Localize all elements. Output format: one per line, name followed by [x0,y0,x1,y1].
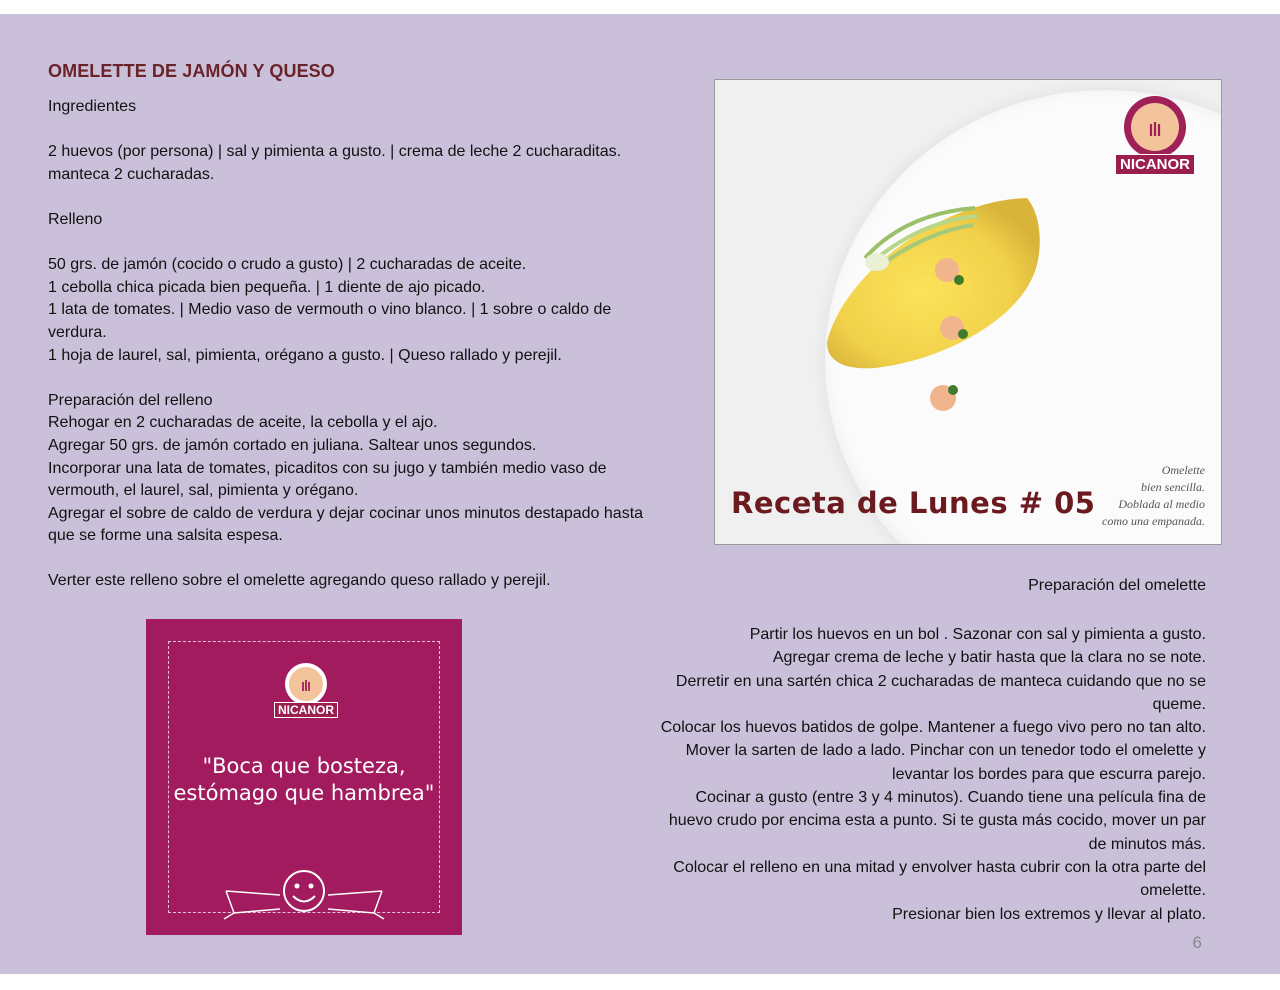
filling-line: 1 hoja de laurel, sal, pimienta, orégano a gusto. | Queso rallado y perejil. [48,346,562,364]
filling-preparation-line: que se forme una salsita espesa. [48,527,283,545]
ingredient-line: manteca 2 cucharadas. [48,165,215,183]
photo-caption-line: Doblada al medio [1118,497,1205,511]
filling-line: verdura. [48,323,107,341]
recipe-series-banner: Receta de Lunes # 05 [731,486,1096,520]
ingredients-heading: Ingredientes [48,98,137,115]
filling-final-instruction: Verter este relleno sobre el omelette agregando queso rallado y perejil. [48,572,551,590]
omelette-step-line: Mover la sarten de lado a lado. Pinchar con un tenedor todo el omelette y [685,742,1206,760]
filling-preparation-line: Agregar el sobre de caldo de verdura y dejar cocinar unos minutos destapado hasta [48,504,644,522]
omelette-step-line: omelette. [1140,882,1206,900]
omelette-step-line: Cocinar a gusto (entre 3 y 4 minutos). Cuando tiene una película fina de [695,789,1206,807]
nicanor-logo-text: NICANOR [1115,154,1195,175]
recipe-left-column [48,96,688,593]
filling-preparation-heading: Preparación del relleno [48,391,213,409]
filling-preparation-line: Incorporar una lata de tomates, picaditos con su jugo y también medio vaso de [48,459,607,477]
page-number: 6 [1192,933,1202,952]
omelette-step-line: Partir los huevos en un bol . Sazonar con sal y pimienta a gusto. [749,626,1206,643]
omelette-step-line: de minutos más. [1088,835,1206,853]
filling-line: 1 cebolla chica picada bien pequeña. | 1 diente de ajo picado. [48,278,486,296]
photo-caption-line: bien sencilla. [1141,480,1205,494]
filling-preparation-line: Rehogar en 2 cucharadas de aceite, la cebolla y el ajo. [48,414,438,432]
quote-line: "Boca que bosteza, [202,754,406,778]
recipe-title: OMELETTE DE JAMÓN Y QUESO [48,61,335,81]
nicanor-logo-emblem [1124,96,1186,158]
quote-card [146,619,462,935]
photo-caption-line: Omelette [1161,463,1205,477]
omelette-step-line: huevo crudo por encima esta a punto. Si te gusta más cocido, mover un par [668,812,1206,830]
nicanor-logo-text: NICANOR [274,702,338,718]
omelette-step-line: Presionar bien los extremos y llevar al plato. [892,905,1206,923]
photo-caption [1102,462,1205,530]
photo-caption-line: como una empanada. [1102,514,1205,528]
omelette-preparation-steps [566,623,1206,926]
filling-heading: Relleno [48,210,103,228]
ingredient-line: 2 huevos (por persona) | sal y pimienta a gusto. | crema de leche 2 cucharaditas. [48,143,622,161]
omelette-preparation-heading: Preparación del omelette [1028,577,1206,594]
chef-hat-icon [1131,103,1179,151]
omelette-step-line: queme. [1152,695,1206,713]
filling-preparation-line: vermouth, el laurel, sal, pimienta y orégano. [48,482,359,500]
omelette-photo [714,79,1222,545]
omelette-step-line: Colocar el relleno en una mitad y envolver hasta cubrir con la otra parte del [673,858,1206,876]
filling-line: 1 lata de tomates. | Medio vaso de vermouth o vino blanco. | 1 sobre o caldo de [48,301,612,319]
filling-preparation-line: Agregar 50 grs. de jamón cortado en juliana. Saltear unos segundos. [48,436,537,454]
nicanor-logo [1115,96,1195,175]
document-page [0,14,1280,974]
quote-line: estómago que hambrea" [173,781,435,805]
omelette-step-line: levantar los bordes para que escurra parejo. [892,765,1206,783]
omelette-step-line: Derretir en una sartén chica 2 cucharadas de manteca cuidando que no se [675,672,1206,690]
filling-line: 50 grs. de jamón (cocido o crudo a gusto) | 2 cucharadas de aceite. [48,256,527,274]
omelette-step-line: Agregar crema de leche y batir hasta que la clara no se note. [772,649,1206,667]
smiley-ribbon-icon [146,619,462,935]
omelette-step-line: Colocar los huevos batidos de golpe. Mantener a fuego vivo pero no tan alto. [660,719,1206,737]
